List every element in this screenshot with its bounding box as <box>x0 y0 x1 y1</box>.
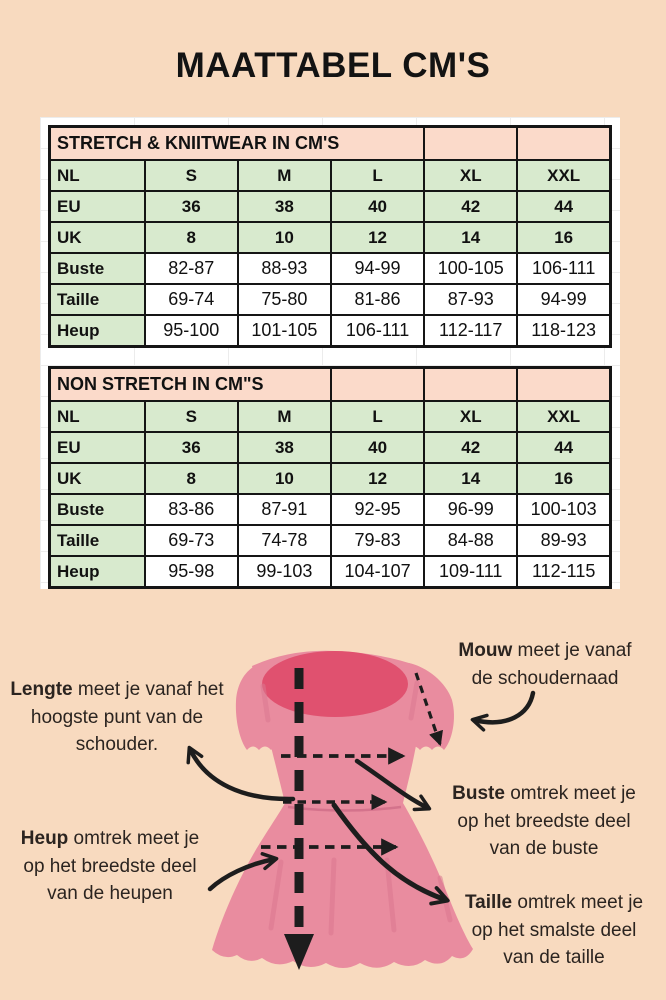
annotation-text: meet je vanaf het <box>72 679 224 700</box>
measure-cell: 87-91 <box>238 494 331 525</box>
measure-cell: 106-111 <box>517 253 610 284</box>
size-cell: 38 <box>238 432 331 463</box>
nonstretch-table-title: NON STRETCH IN CM"S <box>50 368 332 402</box>
size-cell: 38 <box>238 191 331 222</box>
size-cell: 44 <box>517 432 610 463</box>
annotation-text: van de taille <box>503 947 605 968</box>
size-cell: 12 <box>331 463 424 494</box>
annotation-heup <box>8 825 212 908</box>
measure-cell: 112-117 <box>424 315 517 347</box>
row-label: Taille <box>50 284 145 315</box>
measure-cell: 74-78 <box>238 525 331 556</box>
empty-header-cell <box>424 127 517 161</box>
row-label: Buste <box>50 253 145 284</box>
table-row <box>50 463 611 494</box>
annotation-text: meet je vanaf <box>512 640 632 661</box>
nonstretch-table <box>48 366 612 589</box>
size-cell: 8 <box>145 222 238 253</box>
size-cell: 8 <box>145 463 238 494</box>
row-label: UK <box>50 222 145 253</box>
annotation-text: op het breedste deel <box>457 810 631 832</box>
size-cell: 14 <box>424 463 517 494</box>
measure-cell: 83-86 <box>145 494 238 525</box>
size-cell: S <box>145 160 238 191</box>
measure-cell: 95-100 <box>145 315 238 347</box>
measure-cell: 69-73 <box>145 525 238 556</box>
annotation-text: omtrek meet je <box>68 828 200 849</box>
annotation-text: de schoudernaad <box>471 667 619 689</box>
size-cell: 16 <box>517 222 610 253</box>
page-title: MAATTABEL CM'S <box>175 46 491 85</box>
stretch-table-title: STRETCH & KNIITWEAR IN CM'S <box>50 127 425 161</box>
table-row <box>50 315 611 347</box>
measure-cell: 79-83 <box>331 525 424 556</box>
annotation-keyword: Lengte <box>10 679 73 700</box>
measure-cell: 92-95 <box>331 494 424 525</box>
annotation-buste <box>436 780 652 863</box>
row-label: Buste <box>50 494 145 525</box>
row-label: Taille <box>50 525 145 556</box>
measurement-diagram <box>0 620 666 1000</box>
measure-cell: 100-103 <box>517 494 610 525</box>
measure-cell: 94-99 <box>517 284 610 315</box>
size-cell: S <box>145 401 238 432</box>
empty-header-cell <box>517 368 610 402</box>
size-cell: 10 <box>238 222 331 253</box>
size-cell: 42 <box>424 191 517 222</box>
annotation-text: van de buste <box>489 838 599 859</box>
size-cell: 14 <box>424 222 517 253</box>
measure-cell: 106-111 <box>331 315 424 347</box>
row-label: Heup <box>50 556 145 588</box>
annotation-text: schouder. <box>75 734 159 755</box>
size-cell: L <box>331 401 424 432</box>
empty-header-cell <box>517 127 610 161</box>
row-label: EU <box>50 191 145 222</box>
measure-cell: 104-107 <box>331 556 424 588</box>
size-cell: 36 <box>145 432 238 463</box>
measure-cell: 81-86 <box>331 284 424 315</box>
table-row <box>50 284 611 315</box>
size-cell: XXL <box>517 160 610 191</box>
measure-cell: 101-105 <box>238 315 331 347</box>
annotation-keyword: Taille <box>464 892 513 913</box>
spreadsheet-panel <box>40 117 620 589</box>
row-label: EU <box>50 432 145 463</box>
annotation-keyword: Mouw <box>458 640 513 661</box>
empty-header-cell <box>331 368 424 402</box>
size-cell: 10 <box>238 463 331 494</box>
size-cell: 16 <box>517 463 610 494</box>
table-row <box>50 432 611 463</box>
row-label: UK <box>50 463 145 494</box>
size-cell: 44 <box>517 191 610 222</box>
measure-cell: 88-93 <box>238 253 331 284</box>
table-row <box>50 253 611 284</box>
measure-cell: 94-99 <box>331 253 424 284</box>
size-cell: 36 <box>145 191 238 222</box>
measure-cell: 118-123 <box>517 315 610 347</box>
annotation-text: op het breedste deel <box>23 855 197 877</box>
measure-cell: 84-88 <box>424 525 517 556</box>
annotation-text: omtrek meet je <box>512 892 644 913</box>
size-cell: 12 <box>331 222 424 253</box>
size-cell: M <box>238 401 331 432</box>
row-label: Heup <box>50 315 145 347</box>
measure-cell: 99-103 <box>238 556 331 588</box>
measure-cell: 82-87 <box>145 253 238 284</box>
measure-cell: 96-99 <box>424 494 517 525</box>
table-row <box>50 525 611 556</box>
annotation-keyword: Heup <box>20 828 69 849</box>
table-row <box>50 127 611 161</box>
annotation-text: hoogste punt van de <box>30 706 204 728</box>
annotation-lengte <box>6 676 228 759</box>
size-cell: 40 <box>331 191 424 222</box>
table-row <box>50 368 611 402</box>
size-cell: XL <box>424 401 517 432</box>
measure-cell: 69-74 <box>145 284 238 315</box>
table-row <box>50 191 611 222</box>
measure-cell: 89-93 <box>517 525 610 556</box>
annotation-text: omtrek meet je <box>504 783 636 804</box>
dress-neckline <box>262 651 408 717</box>
empty-header-cell <box>424 368 517 402</box>
annotation-keyword: Buste <box>452 783 505 804</box>
size-cell: XL <box>424 160 517 191</box>
measure-cell: 75-80 <box>238 284 331 315</box>
stretch-table <box>48 125 612 348</box>
annotation-taille <box>450 889 658 972</box>
size-cell: 40 <box>331 432 424 463</box>
measure-cell: 100-105 <box>424 253 517 284</box>
table-row <box>50 222 611 253</box>
size-cell: M <box>238 160 331 191</box>
mouw-arrow <box>474 693 533 722</box>
size-cell: XXL <box>517 401 610 432</box>
row-label: NL <box>50 401 145 432</box>
size-cell: L <box>331 160 424 191</box>
table-row <box>50 556 611 588</box>
size-cell: 42 <box>424 432 517 463</box>
measure-cell: 109-111 <box>424 556 517 588</box>
measure-cell: 87-93 <box>424 284 517 315</box>
table-row <box>50 494 611 525</box>
table-row <box>50 401 611 432</box>
table-row <box>50 160 611 191</box>
row-label: NL <box>50 160 145 191</box>
annotation-mouw <box>437 637 653 692</box>
measure-cell: 112-115 <box>517 556 610 588</box>
measure-cell: 95-98 <box>145 556 238 588</box>
annotation-text: van de heupen <box>47 883 173 904</box>
annotation-text: op het smalste deel <box>471 919 637 941</box>
